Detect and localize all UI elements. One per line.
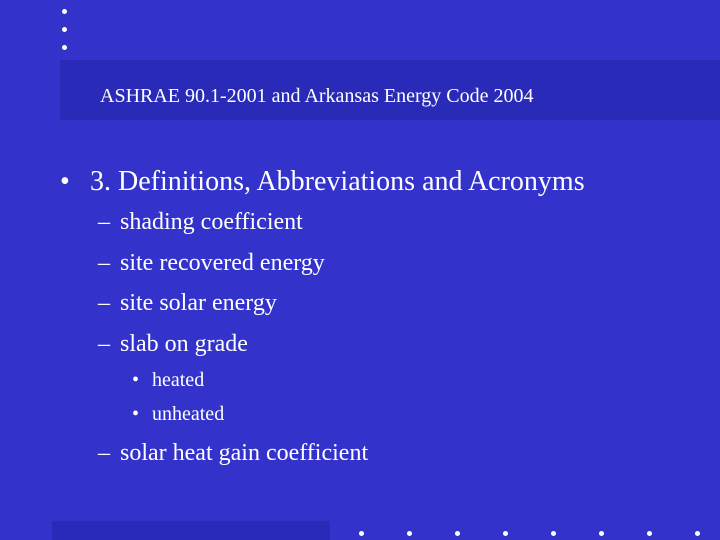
slide-title: ASHRAE 90.1-2001 and Arkansas Energy Code 2004 bbox=[100, 85, 534, 107]
sub-item bbox=[98, 330, 248, 358]
nested-item-text: unheated bbox=[152, 403, 225, 425]
sub-item bbox=[98, 249, 325, 277]
bullet-icon: • bbox=[132, 403, 140, 425]
main-bullet bbox=[60, 166, 585, 198]
decorative-dot bbox=[62, 27, 67, 32]
bullet-icon: • bbox=[60, 166, 70, 197]
nested-item-text: heated bbox=[152, 369, 205, 391]
dash-icon: – bbox=[98, 250, 110, 276]
decorative-dot bbox=[407, 531, 412, 536]
decorative-dot bbox=[599, 531, 604, 536]
sub-item bbox=[98, 208, 303, 236]
decorative-dot bbox=[695, 531, 700, 536]
decorative-dot bbox=[62, 45, 67, 50]
sub-item-text: site solar energy bbox=[120, 290, 277, 316]
sub-item-text: shading coefficient bbox=[120, 209, 303, 235]
bullet-icon: • bbox=[132, 369, 140, 391]
sub-item-text: solar heat gain coefficient bbox=[120, 440, 369, 466]
dash-icon: – bbox=[98, 331, 110, 357]
sub-item bbox=[98, 289, 277, 317]
sub-item bbox=[98, 439, 368, 467]
decorative-dot bbox=[62, 9, 67, 14]
nested-item bbox=[132, 368, 204, 392]
decorative-dot bbox=[503, 531, 508, 536]
sub-item-text: slab on grade bbox=[120, 331, 248, 357]
decorative-dot bbox=[551, 531, 556, 536]
decorative-dot bbox=[647, 531, 652, 536]
dash-icon: – bbox=[98, 290, 110, 316]
decorative-dot bbox=[455, 531, 460, 536]
nested-item bbox=[132, 402, 224, 426]
dash-icon: – bbox=[98, 440, 110, 466]
dash-icon: – bbox=[98, 209, 110, 235]
sub-item-text: site recovered energy bbox=[120, 250, 325, 276]
main-bullet-text: 3. Definitions, Abbreviations and Acronyms bbox=[90, 166, 585, 197]
decorative-dot bbox=[359, 531, 364, 536]
footer-band bbox=[52, 521, 330, 540]
